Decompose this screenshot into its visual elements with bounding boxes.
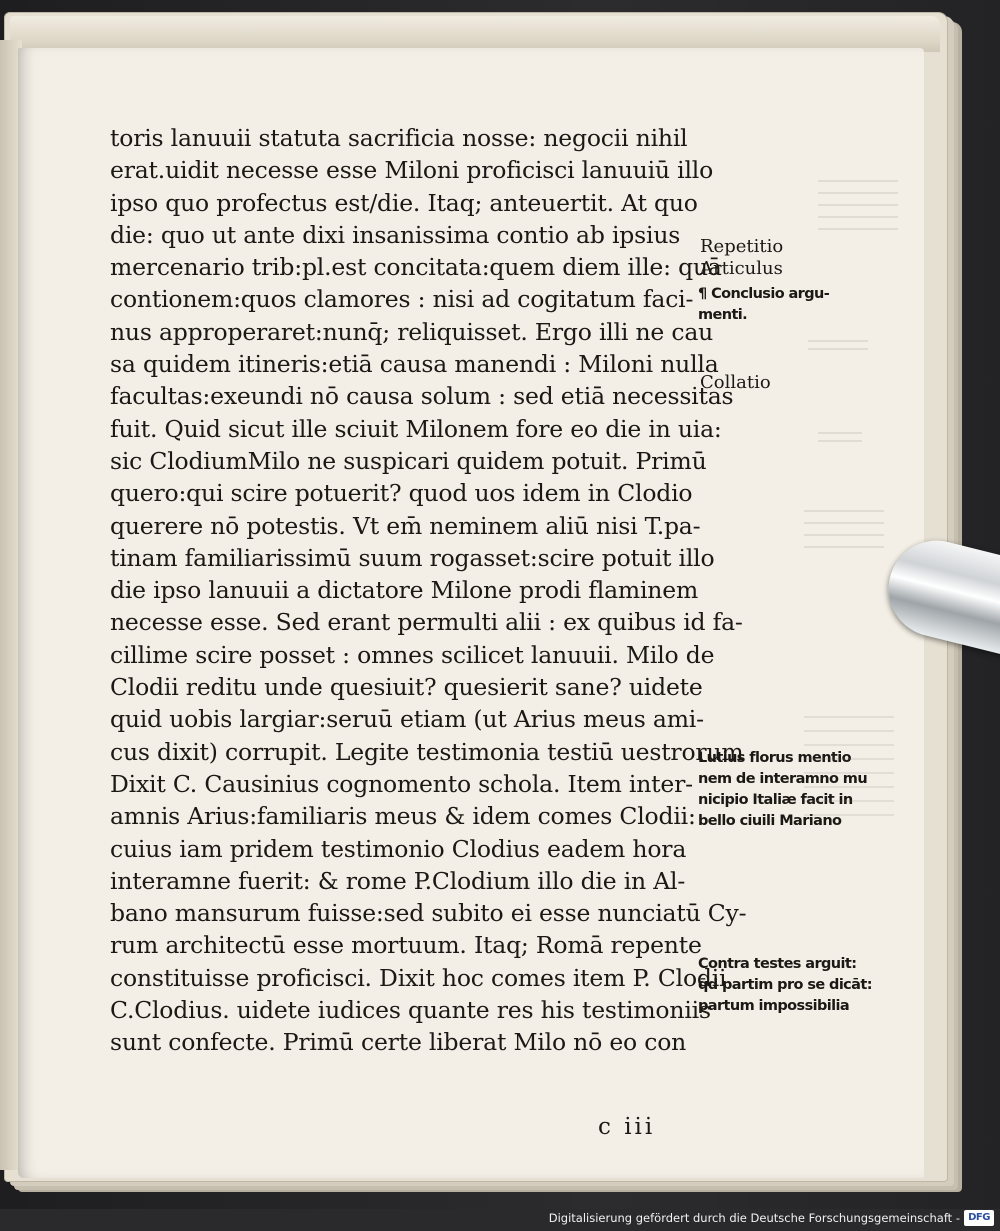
text-line: interamne fuerit: & rome P.Clodium illo die in Al-	[110, 866, 686, 895]
text-line: bano mansurum fuisse:sed subito ei esse nunciatū Cy-	[110, 899, 747, 928]
text-line: Dixit C. Causinius cognomento schola. Item inter-	[110, 769, 693, 798]
book-page	[18, 48, 924, 1178]
text-line: cillime scire posset : omnes scilicet lanuuii. Milo de	[110, 640, 715, 669]
dfg-logo-icon: DFG	[964, 1210, 994, 1226]
funding-credit: Digitalisierung gefördert durch die Deutsche Forschungsgemeinschaft -	[548, 1211, 960, 1225]
text-line: nus approperaret:nunq̄; reliquisset. Ergo illi ne cau	[110, 317, 714, 346]
text-line: toris lanuuii statuta sacrificia nosse: negocii nihil	[110, 124, 688, 152]
text-line: tinam familiarissimū suum rogasset:scire potuit illo	[110, 543, 715, 572]
text-line: ipso quo profectus est/die. Itaq; anteuertit. At quo	[110, 188, 698, 217]
text-line: contionem:quos clamores : nisi ad cogitatum faci-	[110, 285, 694, 314]
gloss-line: Contra testes arguit:	[698, 956, 857, 972]
gloss-line: Repetitio	[700, 236, 784, 257]
show-through-bleed	[804, 510, 884, 554]
show-through-bleed	[808, 340, 868, 356]
marginal-gloss-repetitio	[700, 236, 783, 280]
gloss-line: q̄d partim pro se dicāt:	[698, 977, 872, 993]
gloss-line: ¶ Conclusio argu-	[698, 286, 830, 302]
show-through-bleed	[818, 180, 898, 240]
text-line: erat.uidit necesse esse Miloni proficisci lanuuiū illo	[110, 156, 714, 185]
gloss-line: bello ciuili Mariano	[698, 813, 842, 829]
text-line: constituisse proficisci. Dixit hoc comes item P. Clodii	[110, 963, 727, 992]
text-line: fuit. Quid sicut ille sciuit Milonem fore eo die in uia:	[110, 414, 722, 443]
gloss-line: Articulus	[700, 258, 783, 279]
show-through-bleed	[804, 716, 894, 826]
text-line: rum architectū esse mortuum. Itaq; Romā repente	[110, 931, 702, 960]
text-line: sa quidem itineris:etiā causa manendi : Miloni nulla	[110, 350, 719, 379]
text-line: amnis Arius:familiaris meus & idem comes Clodii:	[110, 802, 696, 831]
marginal-gloss-conclusio	[698, 284, 829, 326]
text-line: sunt confecte. Primū certe liberat Milo nō eo con	[110, 1028, 687, 1057]
text-line: die: quo ut ante dixi insanissima contio ab ipsius	[110, 220, 681, 249]
text-line: cuius iam pridem testimonio Clodius eadem hora	[110, 834, 687, 863]
marginal-gloss-collatio	[700, 372, 771, 394]
text-line: C.Clodius. uidete iudices quante res his testimoniis	[110, 996, 711, 1025]
gloss-line: partum impossibilia	[698, 998, 850, 1014]
text-line: facultas:exeundi nō causa solum : sed etiā necessitas	[110, 382, 734, 411]
gloss-line: Lutius florus mentio	[698, 750, 851, 766]
text-line: quero:qui scire potuerit? quod uos idem in Clodio	[110, 479, 693, 508]
text-line: sic ClodiumMilo ne suspicari quidem potuit. Primū	[110, 446, 707, 475]
gloss-line: Collatio	[700, 372, 771, 393]
text-line: mercenario trib:pl.est concitata:quem diem ille: quā	[110, 253, 722, 282]
page-top-edge	[10, 16, 940, 52]
marginal-gloss-contra-testes	[698, 954, 872, 1017]
text-line: necesse esse. Sed erant permulti alii : ex quibus id fa-	[110, 608, 743, 637]
gloss-line: nicipio Italiæ facit in	[698, 792, 853, 808]
text-line: cus dixit) corrupit. Legite testimonia testiū uestrorum	[110, 737, 744, 766]
text-line: quid uobis largiar:seruū etiam (ut Arius meus ami-	[110, 705, 704, 734]
text-line: querere nō potestis. Vt em̄ neminem aliū nisi T.pa-	[110, 511, 701, 540]
gloss-line: nem de interamno mu	[698, 771, 868, 787]
text-line: Clodii reditu unde quesiuit? quesierit sane? uidete	[110, 673, 703, 702]
signature-mark: c iii	[598, 1114, 656, 1140]
text-line: die ipso lanuuii a dictatore Milone prodi flaminem	[110, 576, 699, 605]
gloss-line: menti.	[698, 307, 748, 323]
show-through-bleed	[818, 432, 862, 446]
